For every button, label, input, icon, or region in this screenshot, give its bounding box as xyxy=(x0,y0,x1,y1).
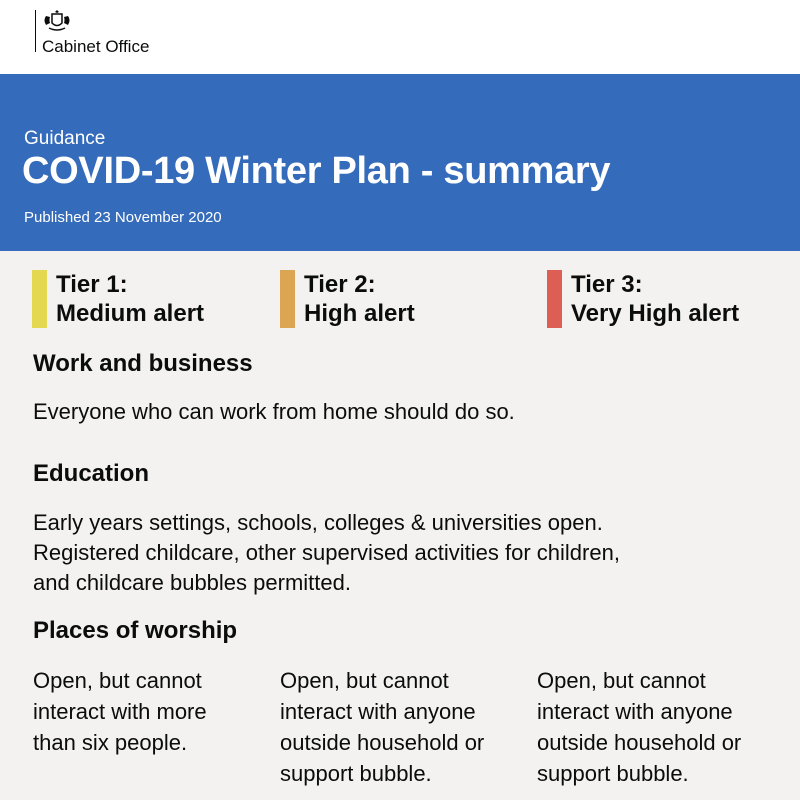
worship-line: Open, but cannot xyxy=(33,668,202,693)
worship-line: Open, but cannot xyxy=(280,668,449,693)
work-heading: Work and business xyxy=(33,350,253,377)
header-divider xyxy=(35,10,36,52)
worship-tier-2-text xyxy=(280,665,484,789)
tier-3-color-bar xyxy=(547,270,562,328)
tier-1-name: Tier 1: xyxy=(56,271,128,298)
education-line: Registered childcare, other supervised activities for children, xyxy=(33,540,620,565)
organisation-name[interactable]: Cabinet Office xyxy=(42,37,150,56)
tier-2-name: Tier 2: xyxy=(304,271,376,298)
document-type: Guidance xyxy=(24,128,106,149)
work-text: Everyone who can work from home should do so. xyxy=(33,399,515,424)
worship-heading: Places of worship xyxy=(33,617,238,644)
education-line: Early years settings, schools, colleges & universities open. xyxy=(33,510,603,535)
education-text xyxy=(33,508,620,598)
tier-2-color-bar xyxy=(280,270,295,328)
worship-line: support bubble. xyxy=(280,761,432,786)
title-banner xyxy=(0,74,800,251)
page-title: COVID-19 Winter Plan - summary xyxy=(22,150,611,192)
tier-3-name: Tier 3: xyxy=(571,271,643,298)
published-date: Published 23 November 2020 xyxy=(24,209,222,226)
worship-line: support bubble. xyxy=(537,761,689,786)
tier-2-alert: High alert xyxy=(304,300,415,327)
site-header xyxy=(0,0,800,74)
worship-tier-1-text xyxy=(33,665,207,758)
worship-line: outside household or xyxy=(537,730,742,755)
worship-line: outside household or xyxy=(280,730,485,755)
worship-line: than six people. xyxy=(33,730,188,755)
royal-coat-of-arms-icon xyxy=(40,8,74,32)
tier-1-alert: Medium alert xyxy=(56,300,205,327)
worship-line: interact with anyone xyxy=(537,699,733,724)
tier-3-alert: Very High alert xyxy=(571,300,740,327)
worship-tier-3-text xyxy=(537,665,741,789)
education-heading: Education xyxy=(33,460,150,487)
worship-line: interact with more xyxy=(33,699,207,724)
education-line: and childcare bubbles permitted. xyxy=(33,570,351,595)
worship-line: interact with anyone xyxy=(280,699,476,724)
tier-1-color-bar xyxy=(32,270,47,328)
worship-line: Open, but cannot xyxy=(537,668,706,693)
